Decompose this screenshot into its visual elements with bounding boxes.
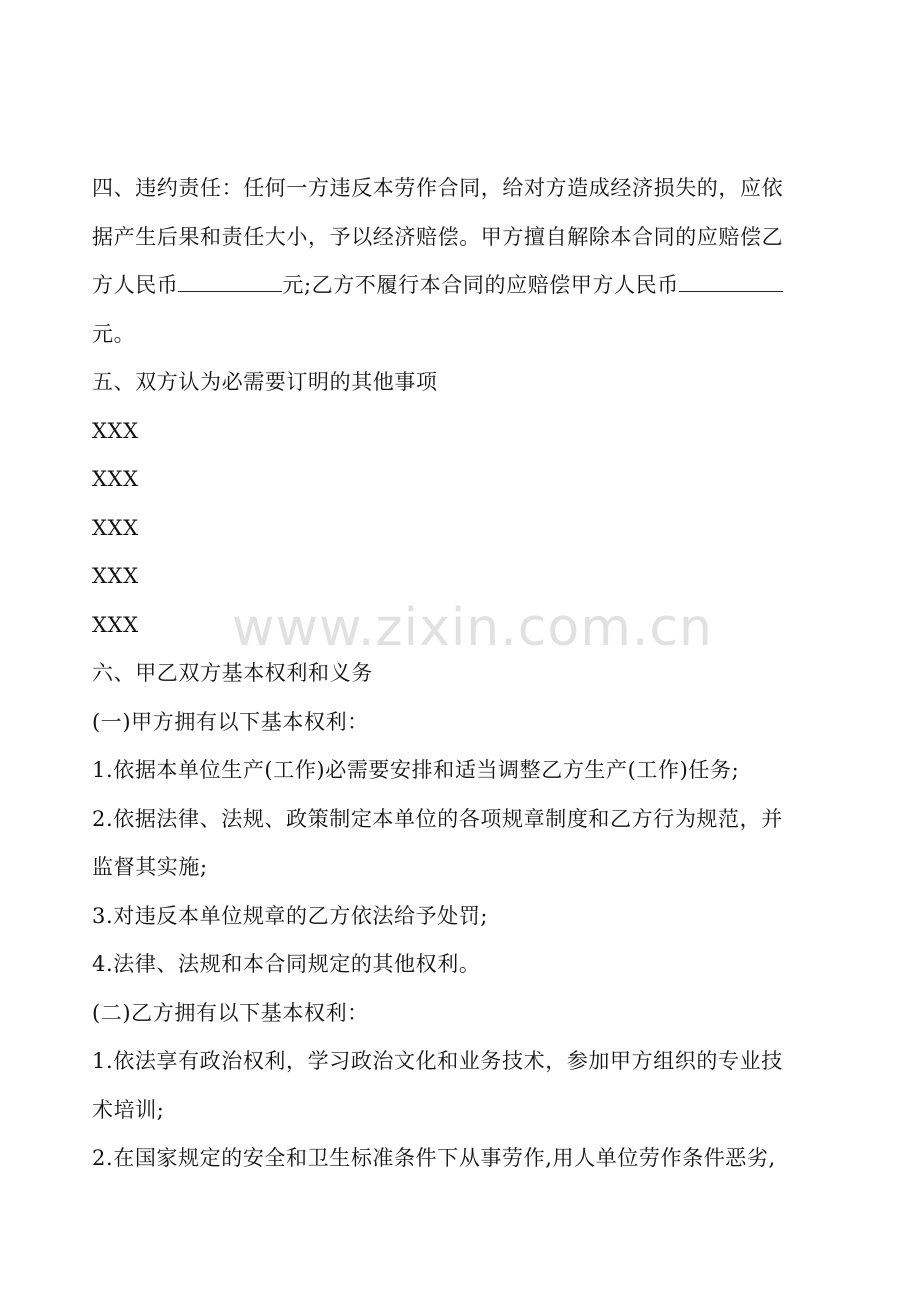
heading-party-b-rights: (二)乙方拥有以下基本权利： (92, 1000, 369, 1025)
placeholder-line: XXX (92, 418, 139, 443)
party-b-right-item: 术培训; (92, 1097, 165, 1122)
party-a-right-item: 1.依据本单位生产(工作)必需要安排和适当调整乙方生产(工作)任务; (92, 758, 740, 782)
heading-other-matters: 五、双方认为必需要订明的其他事项 (92, 370, 438, 394)
document-body (92, 164, 830, 1183)
paragraph-breach-liability-line-1: 四、违约责任：任何一方违反本劳作合同，给对方造成经济损失的，应依 (92, 176, 784, 200)
heading-party-a-rights: (一)甲方拥有以下基本权利： (92, 709, 369, 734)
text-rmb-label-b: 元;乙方不履行本合同的应赔偿甲方人民币 (282, 273, 679, 297)
placeholder-line: XXX (92, 515, 139, 540)
placeholder-line: XXX (92, 467, 139, 491)
party-b-right-item: 2.在国家规定的安全和卫生标准条件下从事劳作,用人单位劳作条件恶劣, (92, 1146, 776, 1170)
placeholder-line: XXX (92, 612, 139, 637)
watermark-text: www.zixin.com.cn (232, 598, 713, 658)
party-a-right-item: 2.依据法律、法规、政策制定本单位的各项规章制度和乙方行为规范，并 (92, 806, 783, 831)
amount-blank-party-b (178, 271, 282, 292)
party-a-right-item: 监督其实施; (92, 855, 208, 879)
paragraph-breach-liability-line-4: 元。 (92, 321, 136, 346)
amount-blank-party-a (679, 271, 783, 292)
placeholder-line: XXX (92, 564, 139, 588)
text-rmb-label-a: 方人民币 (92, 273, 179, 297)
paragraph-breach-liability-line-2: 据产生后果和责任大小，予以经济赔偿。甲方擅自解除本合同的应赔偿乙 (92, 224, 784, 249)
heading-rights-and-obligations: 六、甲乙双方基本权利和义务 (92, 661, 373, 685)
party-a-right-item: 3.对违反本单位规章的乙方依法给予处罚; (92, 903, 489, 928)
paragraph-breach-liability-line-3 (92, 261, 830, 310)
party-b-right-item: 1.依法享有政治权利，学习政治文化和业务技术，参加甲方组织的专业技 (92, 1049, 783, 1073)
party-a-right-item: 4.法律、法规和本合同规定的其他权利。 (92, 952, 481, 976)
